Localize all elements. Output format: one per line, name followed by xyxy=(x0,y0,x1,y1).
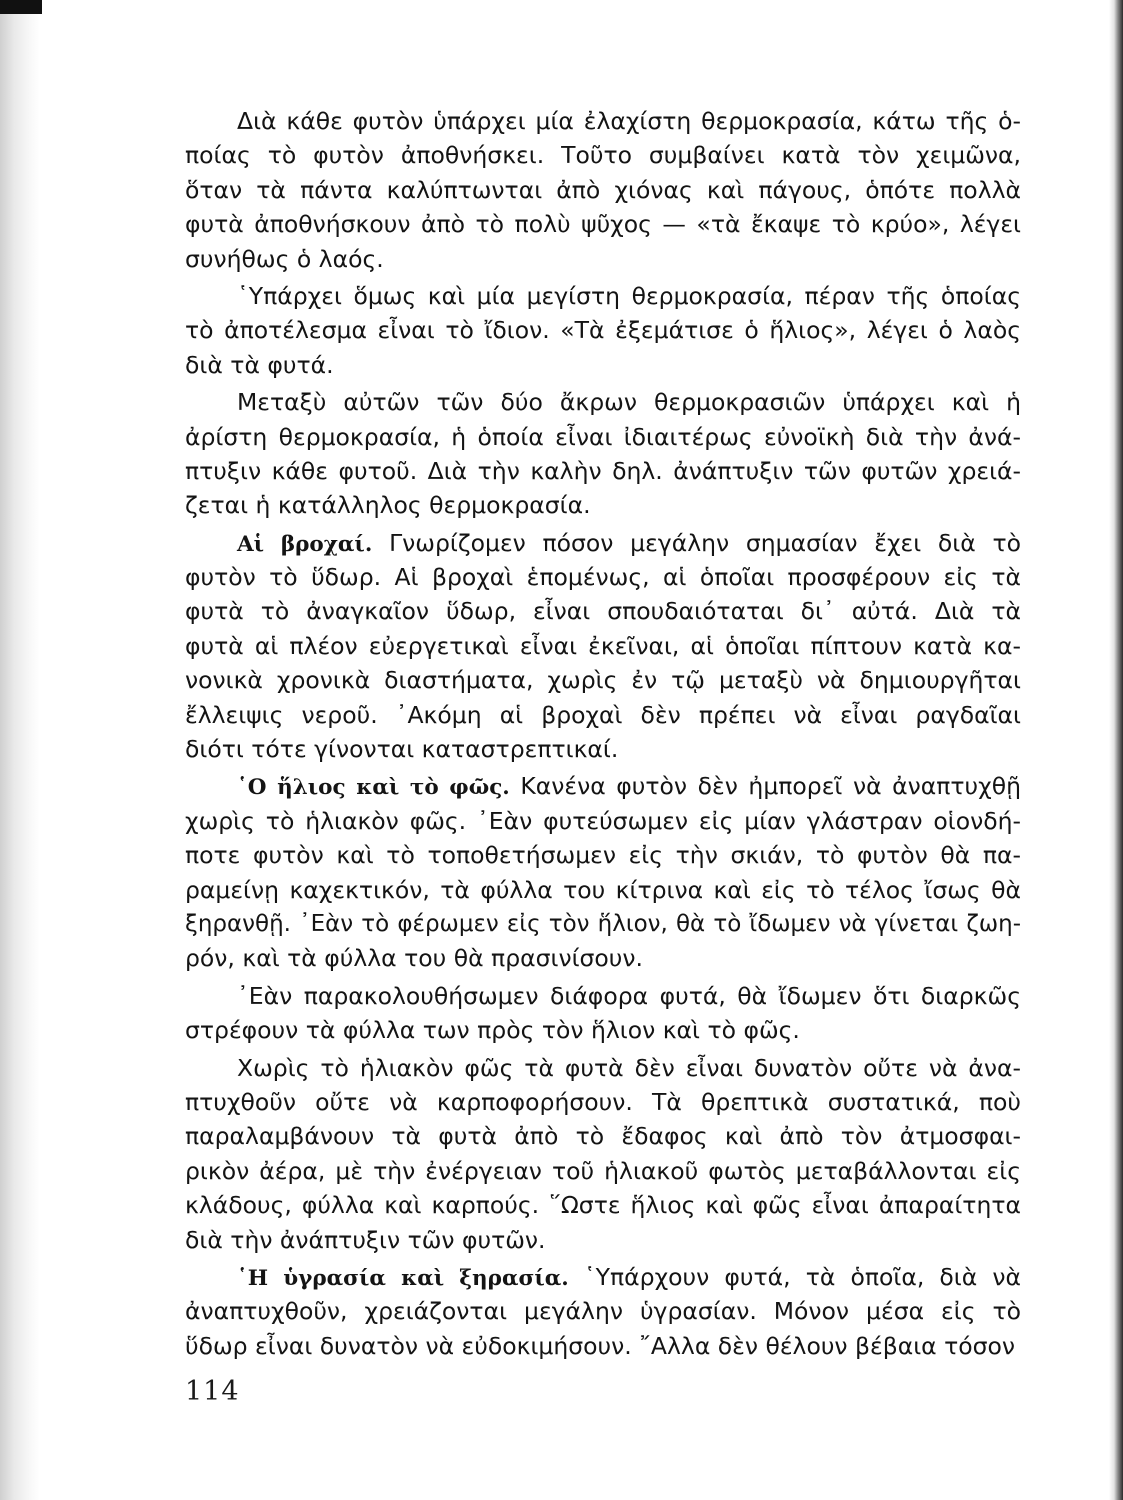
page-edge-shadow xyxy=(1109,0,1123,1500)
paragraph xyxy=(185,526,1021,767)
text-line: ὅταν τὰ πάντα καλύπτωνται ἀπὸ χιόνας καὶ πάγους, ὁπότε πολλὰ xyxy=(185,175,1021,204)
paragraph xyxy=(185,979,1021,1048)
text-line: Χωρὶς τὸ ἡλιακὸν φῶς τὰ φυτὰ δὲν εἶναι δυνατὸν οὔτε νὰ ἀνα- xyxy=(237,1053,1021,1082)
text-line: στρέφουν τὰ φύλλα των πρὸς τὸν ἥλιον καὶ τὸ φῶς. xyxy=(185,1016,800,1045)
text-line: Μεταξὺ αὐτῶν τῶν δύο ἄκρων θερμοκρασιῶν ὑπάρχει καὶ ἡ xyxy=(237,388,1021,417)
text-line: ῾Υπάρχει ὅμως καὶ μία μεγίστη θερμοκρασία, πέραν τῆς ὁποίας xyxy=(237,281,1021,310)
line-text: ῾Υπάρχουν φυτά, τὰ ὁποῖα, διὰ νὰ xyxy=(583,1262,1021,1291)
section-heading: ῾Η ὑγρασία καὶ ξηρασία. xyxy=(237,1265,569,1291)
text-line: ρόν, καὶ τὰ φύλλα του θὰ πρασινίσουν. xyxy=(185,944,643,973)
scan-corner-mark xyxy=(0,0,42,14)
text-line: φυτὰ τὸ ἀναγκαῖον ὕδωρ, εἶναι σπουδαιόταται δι᾽ αὐτά. Διὰ τὰ xyxy=(185,597,1021,626)
text-line: διὰ τὰ φυτά. xyxy=(185,350,334,379)
section-heading: Αἱ βροχαί. xyxy=(237,531,373,557)
text-line: ξηρανθῇ. ᾿Εὰν τὸ φέρωμεν εἰς τὸν ἥλιον, θὰ τὸ ἴδωμεν νὰ γίνεται ζωη- xyxy=(185,910,1021,937)
text-line: φυτὰ ἀποθνήσκουν ἀπὸ τὸ πολὺ ψῦχος — «τὰ ἔκαψε τὸ κρύο», λέγει xyxy=(185,210,1021,239)
text-line: διὰ τὴν ἀνάπτυξιν τῶν φυτῶν. xyxy=(185,1225,546,1254)
text-line xyxy=(185,769,1021,803)
paragraph xyxy=(185,1051,1021,1257)
text-line: ᾿Εὰν παρακολουθήσωμεν διάφορα φυτά, θὰ ἴδωμεν ὅτι διαρκῶς xyxy=(237,981,1021,1010)
paragraph xyxy=(185,769,1021,975)
page-number: 114 xyxy=(185,1376,240,1407)
text-line xyxy=(185,526,1021,560)
text-line: ραμείνῃ καχεκτικόν, τὰ φύλλα του κίτρινα καὶ εἰς τὸ τέλος ἴσως θὰ xyxy=(185,875,1021,904)
text-line: ἔλλειψις νεροῦ. ᾿Ακόμη αἱ βροχαὶ δὲν πρέπει νὰ εἶναι ραγδαῖαι xyxy=(185,700,1021,729)
text-line: κλάδους, φύλλα καὶ καρπούς. ῞Ωστε ἥλιος καὶ φῶς εἶναι ἀπαραίτητα xyxy=(185,1191,1021,1220)
text-line: φυτὸν τὸ ὕδωρ. Αἱ βροχαὶ ἑπομένως, αἱ ὁποῖαι προσφέρουν εἰς τὰ xyxy=(185,563,1021,592)
text-line: ἀρίστη θερμοκρασία, ἡ ὁποία εἶναι ἰδιαιτέρως εὐνοϊκὴ διὰ τὴν ἀνά- xyxy=(185,422,1021,451)
text-line: ζεται ἡ κατάλληλος θερμοκρασία. xyxy=(185,491,591,520)
text-line: τὸ ἀποτέλεσμα εἶναι τὸ ἴδιον. «Τὰ ἐξεμάτισε ὁ ἥλιος», λέγει ὁ λαὸς xyxy=(185,316,1021,345)
text-line: φυτὰ αἱ πλέον εὐεργετικαὶ εἶναι ἐκεῖναι, αἱ ὁποῖαι πίπτουν κατὰ κα- xyxy=(185,631,1021,660)
text-line: νονικὰ χρονικὰ διαστήματα, χωρὶς ἐν τῷ μεταξὺ νὰ δημιουργῆται xyxy=(185,666,1021,695)
text-line: ποτε φυτὸν καὶ τὸ τοποθετήσωμεν εἰς τὴν σκιάν, τὸ φυτὸν θὰ πα- xyxy=(185,841,1021,870)
text-line: διότι τότε γίνονται καταστρεπτικαί. xyxy=(185,735,619,764)
paragraph xyxy=(185,385,1021,523)
page-body xyxy=(185,104,1021,1363)
text-line: πτυχθοῦν οὔτε νὰ καρποφορήσουν. Τὰ θρεπτικὰ συστατικά, ποὺ xyxy=(185,1087,1021,1116)
text-line: ὕδωρ εἶναι δυνατὸν νὰ εὐδοκιμήσουν. ῎Αλλα δὲν θέλουν βέβαια τόσον xyxy=(185,1331,1016,1360)
book-spine-shadow xyxy=(0,0,40,1500)
text-line: παραλαμβάνουν τὰ φυτὰ ἀπὸ τὸ ἔδαφος καὶ ἀπὸ τὸν ἀτμοσφαι- xyxy=(185,1122,1021,1151)
paragraph xyxy=(185,104,1021,276)
paragraph xyxy=(185,279,1021,382)
line-text: Γνωρίζομεν πόσον μεγάλην σημασίαν ἔχει διὰ τὸ xyxy=(389,528,1022,557)
text-line: ποίας τὸ φυτὸν ἀποθνήσκει. Τοῦτο συμβαίνει κατὰ τὸν χειμῶνα, xyxy=(185,141,1021,170)
text-line xyxy=(185,1260,1021,1294)
section-heading: ῾Ο ἥλιος καὶ τὸ φῶς. xyxy=(237,775,510,801)
line-text: Κανένα φυτὸν δὲν ἠμπορεῖ νὰ ἀναπτυχθῇ xyxy=(520,772,1021,801)
text-line: ἀναπτυχθοῦν, χρειάζονται μεγάλην ὑγρασίαν. Μόνον μέσα εἰς τὸ xyxy=(185,1297,1021,1326)
paragraph xyxy=(185,1260,1021,1363)
text-line: Διὰ κάθε φυτὸν ὑπάρχει μία ἐλαχίστη θερμοκρασία, κάτω τῆς ὁ- xyxy=(237,107,1021,135)
text-line: πτυξιν κάθε φυτοῦ. Διὰ τὴν καλὴν δηλ. ἀνάπτυξιν τῶν φυτῶν χρειά- xyxy=(185,456,1021,485)
text-line: χωρὶς τὸ ἡλιακὸν φῶς. ᾿Εὰν φυτεύσωμεν εἰς μίαν γλάστραν οἱονδή- xyxy=(185,806,1021,835)
text-line: συνήθως ὁ λαός. xyxy=(185,244,384,273)
text-line: ρικὸν ἀέρα, μὲ τὴν ἐνέργειαν τοῦ ἡλιακοῦ φωτὸς μεταβάλλονται εἰς xyxy=(185,1156,1021,1185)
